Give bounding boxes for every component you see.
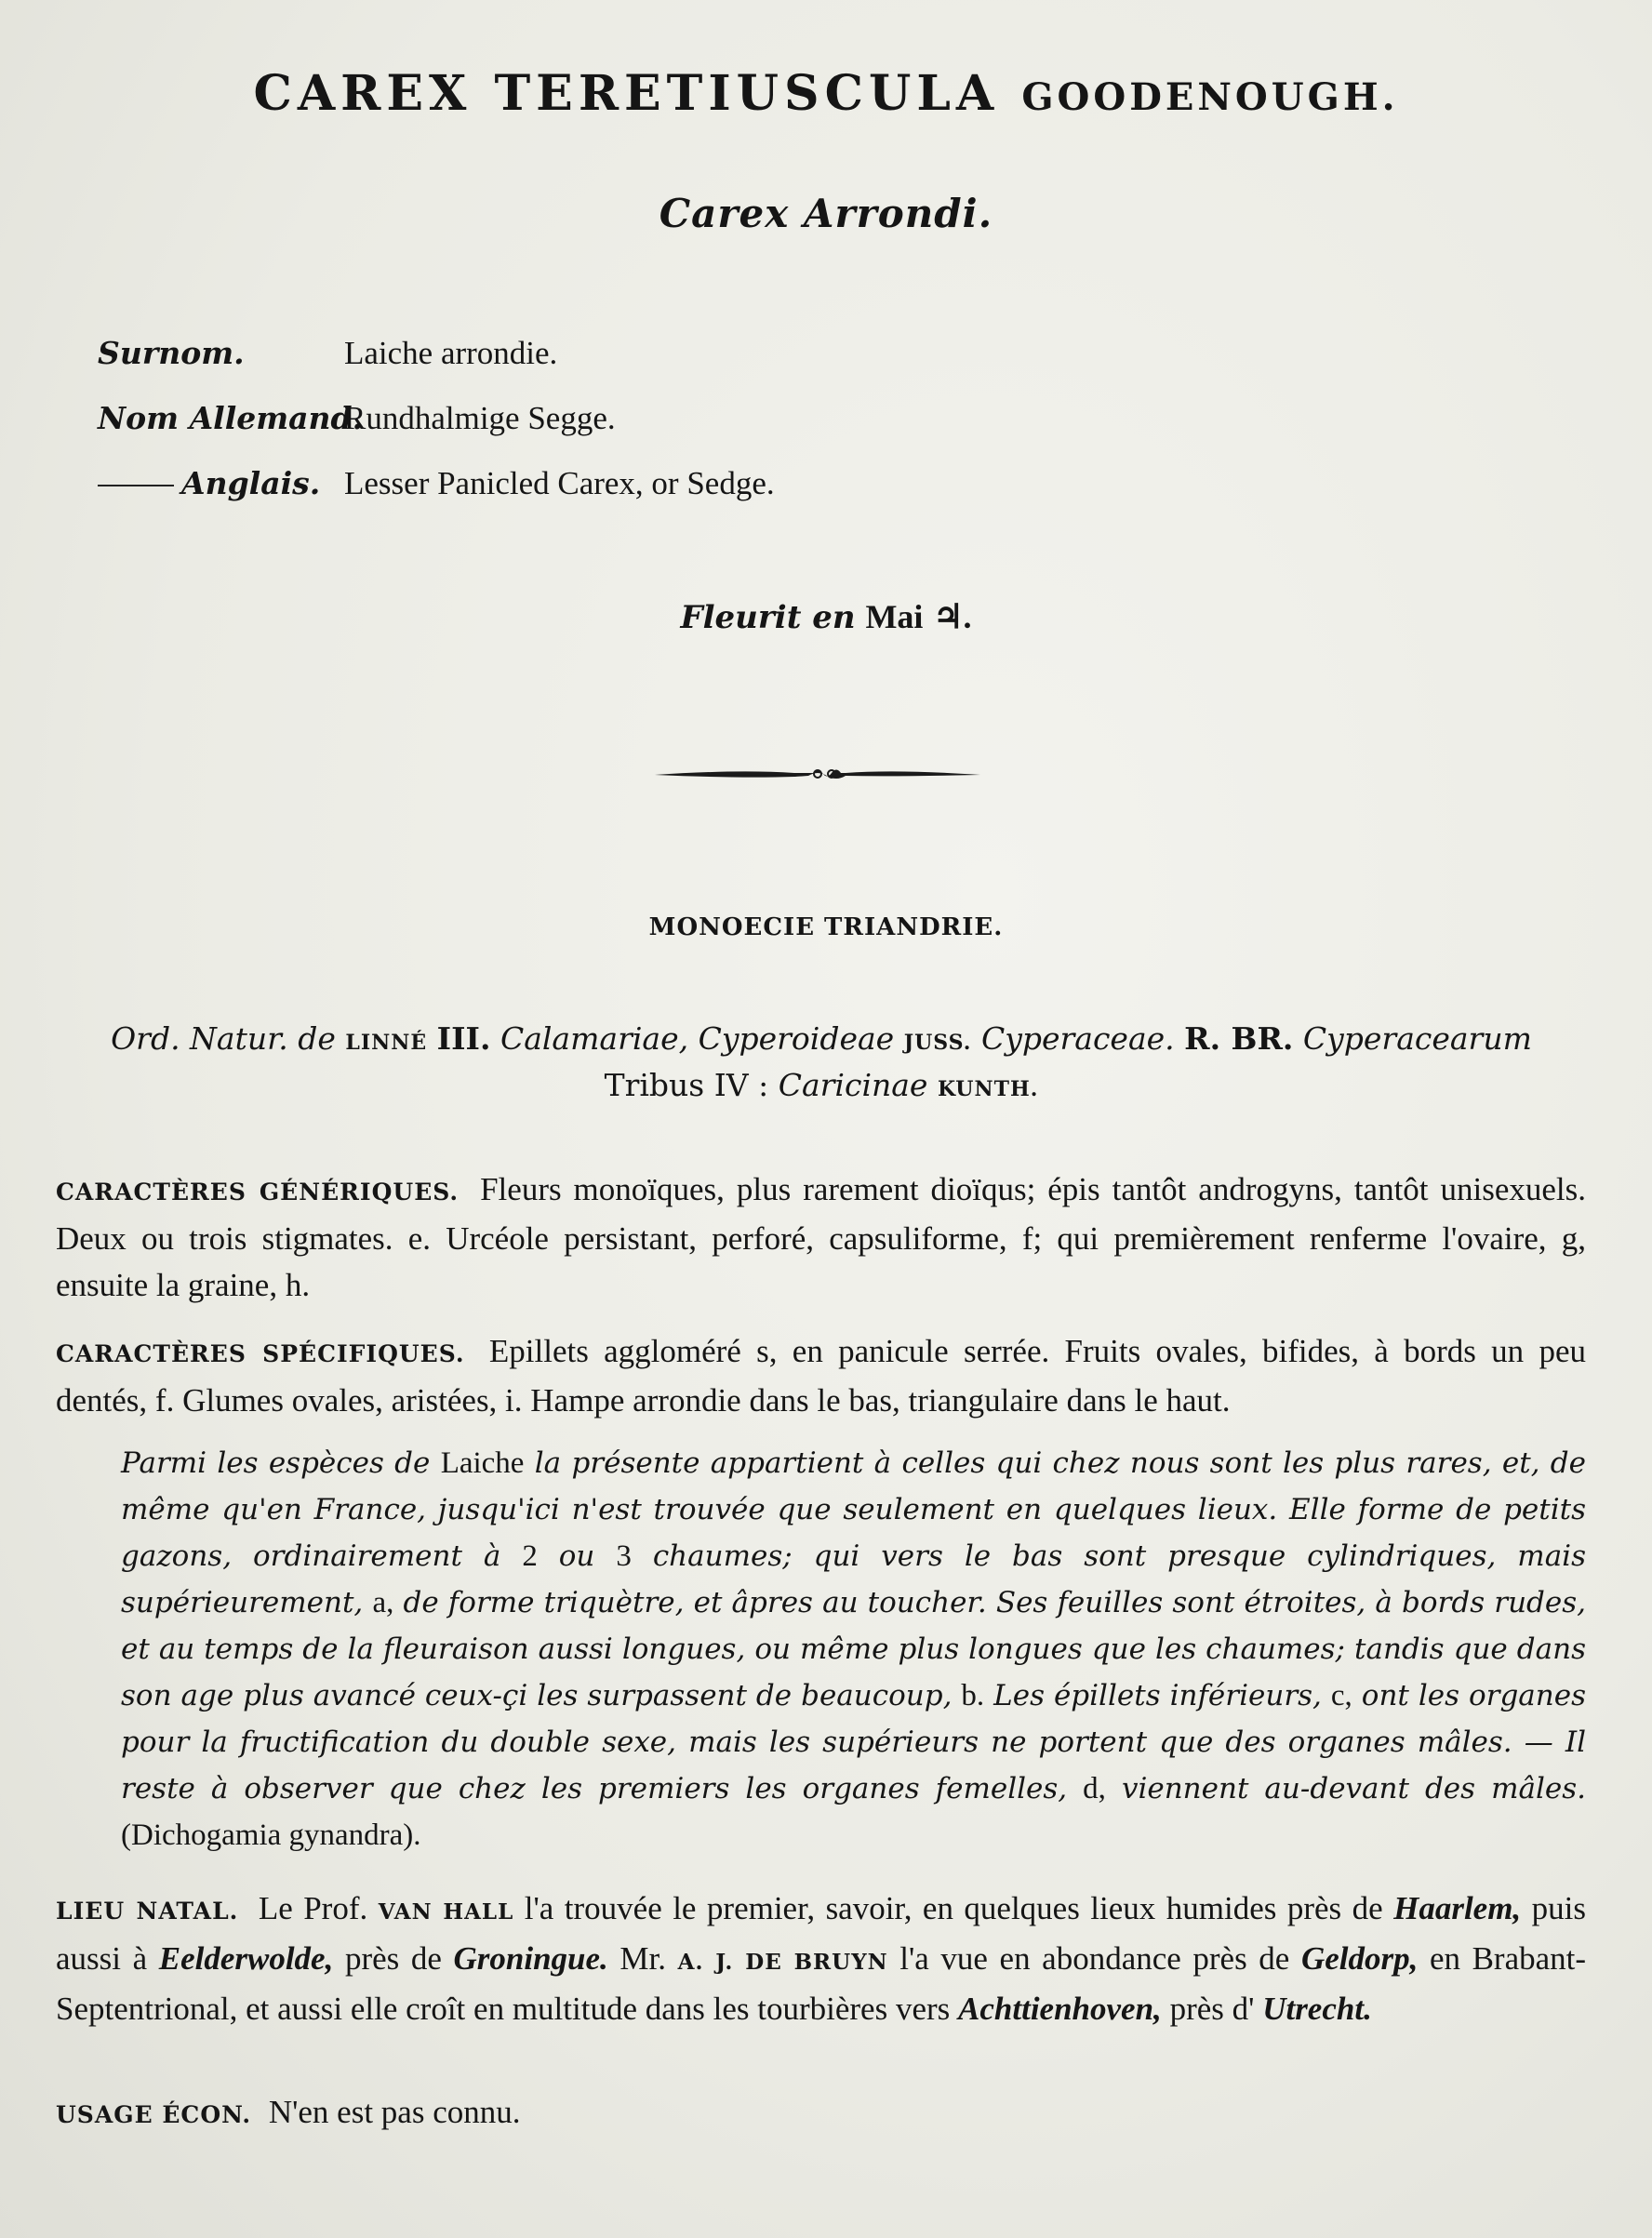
section-heading: LIEU NATAL. — [56, 1898, 239, 1925]
habitat-text: près de — [344, 1940, 442, 1977]
habitat-text: Mr. — [620, 1940, 667, 1977]
obs-text: Parmi les espèces de — [121, 1446, 431, 1480]
author-juss: JUSS. — [903, 1031, 972, 1055]
place-name: Eelderwolde, — [158, 1940, 334, 1977]
specific-characters — [56, 1328, 1586, 1424]
habitat-text: Le Prof. — [258, 1890, 368, 1926]
habitat-text: l'a vue en abondance près de — [899, 1940, 1290, 1977]
name-row — [98, 335, 775, 400]
name-value: Rundhalmige Segge. — [344, 400, 616, 436]
name-value: Laiche arrondie. — [344, 335, 558, 371]
natural-order — [56, 1018, 1587, 1111]
obs-number: 2 — [522, 1539, 538, 1573]
place-name: Utrecht. — [1262, 1991, 1372, 2027]
name-label — [98, 465, 344, 501]
habitat-text: en Brabant-Septentrional, et aussi elle croît en multitude dans les tourbières vers — [56, 1940, 1587, 2027]
author-kunth: KUNTH. — [937, 1077, 1039, 1101]
flowering-month: Mai — [865, 598, 924, 635]
obs-text: ont les organes pour la fructification du double sexe, mais les supérieurs ne portent que des organes mâles. — Il reste à observer que chez les premiers les organes femelles, — [121, 1679, 1587, 1805]
person-name: A. J. DE BRUYN — [677, 1950, 888, 1975]
obs-figure-ref: b. — [961, 1679, 985, 1712]
section-text: Fleurs monoïques, plus rarement dioïqus; épis tantôt androgyns, tantôt unisexuels. Deux ou trois stigmates. e. Urcéole persistant, perforé, capsuliforme, f; qui premièrement renferme l'ovaire, g, ensuite la graine, h. — [56, 1171, 1587, 1303]
place-name: Geldorp, — [1300, 1940, 1419, 1977]
section-heading: USAGE ÉCON. — [56, 2101, 252, 2128]
ornamental-divider — [655, 761, 980, 789]
person-name: VAN HALL — [378, 1899, 514, 1925]
obs-text: chaumes; qui vers le bas sont presque cylindriques, mais supérieurement, — [121, 1539, 1586, 1619]
name-value: Lesser Panicled Carex, or Sedge. — [344, 465, 775, 501]
title-species: CAREX TERETIUSCULA — [253, 65, 1000, 122]
habitat-text: l'a trouvée le premier, savoir, en quelques lieux humides près de — [524, 1890, 1383, 1926]
habitat-text: près d' — [1169, 1991, 1255, 2027]
obs-latin-term: (Dichogamia gynandra). — [121, 1818, 421, 1852]
habitat-text: puis aussi à — [56, 1890, 1586, 1977]
ordo-tribe: Caricinae — [778, 1067, 928, 1103]
obs-genus: Laiche — [440, 1446, 525, 1480]
usage-paragraph — [56, 2089, 1586, 2138]
place-name: Groningue. — [453, 1940, 608, 1977]
ditto-dash — [98, 485, 174, 486]
page-title — [0, 65, 1652, 122]
ordo-families: Calamariae, Cyperoideae — [500, 1020, 895, 1057]
flowering-time — [0, 597, 1652, 636]
name-label-text: Anglais. — [181, 465, 321, 501]
ordo-tribus: Tribus IV : — [604, 1067, 769, 1103]
obs-figure-ref: c, — [1330, 1679, 1352, 1712]
habitat-paragraph — [56, 1885, 1586, 2032]
obs-text: viennent au-devant des mâles. — [1121, 1772, 1586, 1805]
generic-characters — [56, 1166, 1586, 1309]
vernacular-names — [98, 335, 775, 530]
ordo-family: Cyperaceae. — [980, 1020, 1175, 1057]
section-text: N'en est pas connu. — [268, 2094, 521, 2130]
place-name: Haarlem, — [1393, 1890, 1522, 1926]
obs-figure-ref: a, — [372, 1586, 394, 1619]
page-subtitle: Carex Arrondi. — [659, 191, 993, 236]
flowering-label: Fleurit en — [680, 599, 856, 636]
linnaean-class: MONOECIE TRIANDRIE. — [648, 913, 1004, 941]
section-heading: CARACTÈRES GÉNÉRIQUES. — [56, 1179, 460, 1206]
obs-figure-ref: d, — [1083, 1772, 1106, 1805]
title-author: GOODENOUGH. — [1021, 75, 1399, 119]
section-heading: CARACTÈRES SPÉCIFIQUES. — [56, 1340, 465, 1367]
author-rbr: R. BR. — [1184, 1020, 1294, 1057]
name-label: Surnom. — [98, 335, 245, 371]
obs-text: ou — [558, 1539, 595, 1573]
obs-number: 3 — [616, 1539, 632, 1573]
perennial-symbol: ♃. — [933, 598, 972, 635]
name-row — [98, 400, 775, 465]
name-label: Nom Allemand. — [98, 400, 364, 436]
name-row — [98, 465, 775, 530]
observation-paragraph — [121, 1440, 1586, 1858]
section-text: Epillets aggloméré s, en panicule serrée. Fruits ovales, bifides, à bords un peu dentés, f. Glumes ovales, aristées, i. Hampe arrondie dans le bas, triangulaire dans le haut. — [56, 1333, 1587, 1419]
ordo-family-2: Cyperacearum — [1302, 1020, 1532, 1057]
place-name: Achttienhoven, — [958, 1991, 1162, 2027]
obs-text: Les épillets inférieurs, — [993, 1679, 1322, 1712]
ordo-text: Ord. Natur. de — [111, 1020, 336, 1057]
obs-text: de forme triquètre, et âpres au toucher. Ses feuilles sont étroites, à bords rudes, et au temps de la fleuraison aussi longues, ou même plus longues que les chaumes; tandis que dans son age plus avancé ceux-çi les surpassent de beaucoup, — [121, 1586, 1586, 1712]
ordo-number: III. — [436, 1020, 491, 1057]
author-linne: LINNÉ — [345, 1031, 428, 1055]
obs-text: la présente appartient à celles qui chez nous sont les plus rares, et, de même qu'en France, jusqu'ici n'est trouvée que seulement en quelques lieux. Elle forme de petits gazons, ordinairement à — [121, 1446, 1586, 1573]
